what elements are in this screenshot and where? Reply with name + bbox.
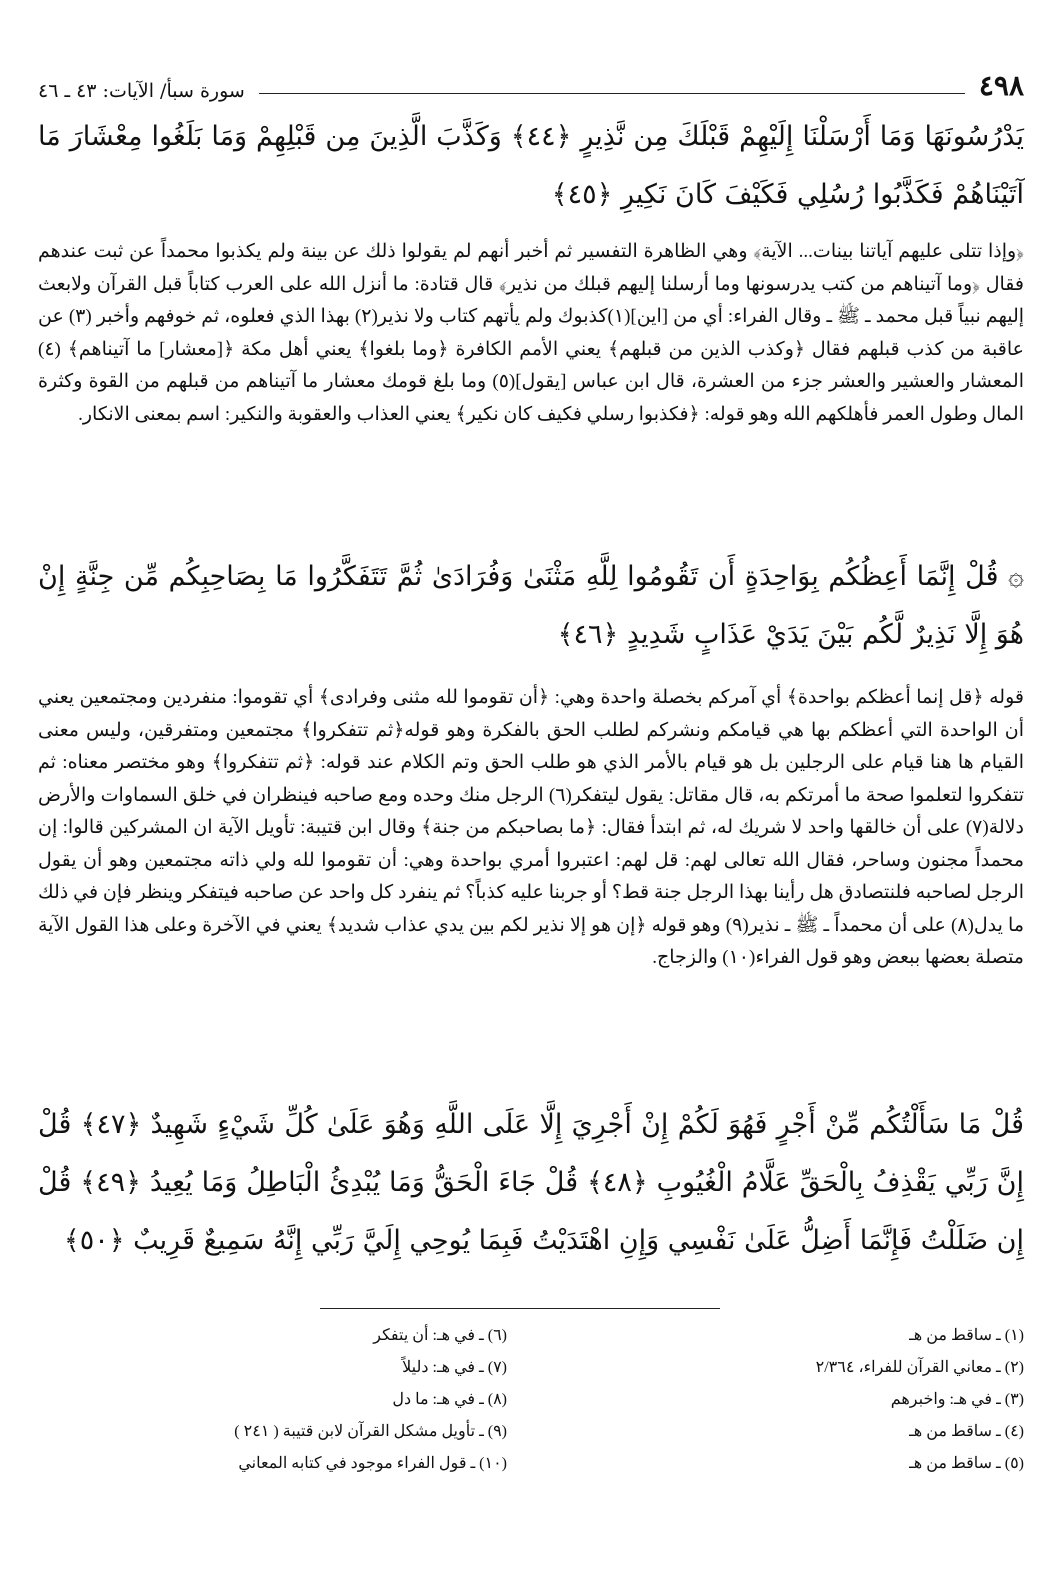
- header-rule: [259, 93, 965, 94]
- commentary-paragraph-2: قوله ﴿قل إنما أعظكم بواحدة﴾ أي آمركم بخصلة واحدة وهي: ﴿أن تقوموا لله مثنى وفرادى﴾ أي تقوموا: منفردين ومجتمعين يعني أن الواحدة التي أعظكم بها هي قيامكم ونشركم لطلب الحق بالفكرة وهو قوله﴿ثم تتفكروا﴾ مجتمعين ومتفرقين، وليس معنى القيام ها هنا قيام على الرجلين بل هو قيام بالأمر الذي هو طلب الحق وتم الكلام عند قوله: ﴿ثم تتفكروا﴾ وهو مختصر معناه: ثم تتفكروا لتعلموا صحة ما أمرتكم به، قال مقاتل: يقول ليتفكر(٦) الرجل منك وحده ومع صاحبه فينظران في خلق السماوات والأرض دلالة(٧) على أن خالقها واحد لا شريك له، ثم ابتدأ فقال: ﴿ما بصاحبكم من جنة﴾ وقال ابن قتيبة: تأويل الآية ان المشركين قالوا: إن محمداً مجنون وساحر، فقال الله تعالى لهم: قل لهم: اعتبروا أمري بواحدة وهي: أن تقوموا لله ولي ذاته مجتمعين وهو أن يقول الرجل لصاحبه فلنتصادق هل رأينا بهذا الرجل جنة قط؟ أو جربنا عليه كذباً؟ ثم ينفرد كل واحد عن صاحبه فيتفكر وينظر فإن في ذلك ما يدل(٨) على أن محمداً ـ ﷺ ـ نذير(٩) وهو قوله ﴿إن هو إلا نذير لكم بين يدي عذاب شديد﴾ يعني في الآخرة وعلى هذا القول الآية متصلة بعضها ببعض وهو قول الفراء(١٠) والزجاج.: [38, 687, 1025, 968]
- footnote-separator: [320, 1308, 720, 1309]
- footnote-9: (٩) ـ تأويل مشكل القرآن لابن قتيبة ( ٢٤١ ): [234, 1423, 507, 1440]
- footnote-5: (٥) ـ ساقط من هـ: [909, 1455, 1024, 1472]
- surah-title: سورة سبأ/ الآيات: ٤٣ ـ ٤٦: [38, 80, 245, 102]
- footnote-6: (٦) ـ في هـ: أن يتفكر: [373, 1327, 507, 1344]
- footnote-8: (٨) ـ في هـ: ما دل: [392, 1391, 507, 1408]
- footnote-10: (١٠) ـ قول الفراء موجود في كتابه المعاني: [238, 1455, 507, 1472]
- commentary-paragraph-1: ﴿وإذا تتلى عليهم آياتنا بينات... الآية﴾ وهي الظاهرة التفسير ثم أخبر أنهم لم يقولوا ذلك عن بينة ولم يكذبوا محمداً عن ثبت عندهم فقال ﴿وما آتيناهم من كتب يدرسونها وما أرسلنا إليهم قبلك من نذير﴾ قال قتادة: ما أنزل الله على العرب كتاباً قبل القرآن ولابعث إليهم نبياً قبل محمد ـ ﷺ ـ وقال الفراء: أي من [اين](١)كذبوك ولم يأتهم كتاب ولا نذير(٢) بهذا الذي فعلوه، ثم خوفهم وأخبر (٣) عن عاقبة من كذب قبلهم فقال ﴿وكذب الذين من قبلهم﴾ يعني الأمم الكافرة ﴿وما بلغوا﴾ يعني أهل مكة ﴿[معشار] ما آتيناهم﴾ (٤) المعشار والعشير والعشر جزء من العشرة، قال ابن عباس [يقول](٥) وما بلغ قومك معشار ما آتيناهم من قبلهم من القوة وكثرة المال وطول العمر فأهلكهم الله وهو قوله: ﴿فكذبوا رسلي فكيف كان نكير﴾ يعني العذاب والعقوبة والنكير: اسم بمعنى الانكار.: [38, 241, 1025, 425]
- quran-verses-47-50: قُلْ مَا سَأَلْتُكُم مِّنْ أَجْرٍ فَهُوَ لَكُمْ إِنْ أَجْرِيَ إِلَّا عَلَى اللَّهِ وَهُوَ عَلَىٰ كُلِّ شَيْءٍ شَهِيدٌ ﴿٤٧﴾ قُلْ إِنَّ رَبِّي يَقْذِفُ بِالْحَقِّ عَلَّامُ الْغُيُوبِ ﴿٤٨﴾ قُلْ جَاءَ الْحَقُّ وَمَا يُبْدِئُ الْبَاطِلُ وَمَا يُعِيدُ ﴿٤٩﴾ قُلْ إِن ضَلَلْتُ فَإِنَّمَا أَضِلُّ عَلَىٰ نَفْسِي وَإِنِ اهْتَدَيْتُ فَبِمَا يُوحِي إِلَيَّ رَبِّي إِنَّهُ سَمِيعٌ قَرِيبٌ ﴿٥٠﴾: [38, 1109, 1024, 1256]
- footnote-2: (٢) ـ معاني القرآن للفراء، ٢/٣٦٤: [815, 1359, 1024, 1376]
- footnote-7: (٧) ـ في هـ: دليلاً: [402, 1359, 507, 1376]
- page-header: [38, 62, 1024, 102]
- quran-verse-46: ۞ قُلْ إِنَّمَا أَعِظُكُم بِوَاحِدَةٍ أَن تَقُومُوا لِلَّهِ مَثْنَىٰ وَفُرَادَىٰ ثُمَّ تَتَفَكَّرُوا مَا بِصَاحِبِكُم مِّن جِنَّةٍ إِنْ هُوَ إِلَّا نَذِيرٌ لَّكُم بَيْنَ يَدَيْ عَذَابٍ شَدِيدٍ ﴿٤٦﴾: [38, 561, 1024, 650]
- footnote-3: (٣) ـ في هـ: واخبرهم: [890, 1391, 1024, 1408]
- footnotes-left-column: [87, 1320, 507, 1480]
- footnotes-right-column: [604, 1320, 1024, 1480]
- quran-verses-44-45: يَدْرُسُونَهَا وَمَا أَرْسَلْنَا إِلَيْهِمْ قَبْلَكَ مِن نَّذِيرٍ ﴿٤٤﴾ وَكَذَّبَ الَّذِينَ مِن قَبْلِهِمْ وَمَا بَلَغُوا مِعْشَارَ مَا آتَيْنَاهُمْ فَكَذَّبُوا رُسُلِي فَكَيْفَ كَانَ نَكِيرِ ﴿٤٥﴾: [38, 121, 1024, 210]
- footnote-4: (٤) ـ ساقط من هـ: [909, 1423, 1024, 1440]
- page-number: ٤٩٨: [978, 69, 1024, 102]
- footnote-1: (١) ـ ساقط من هـ: [909, 1327, 1024, 1344]
